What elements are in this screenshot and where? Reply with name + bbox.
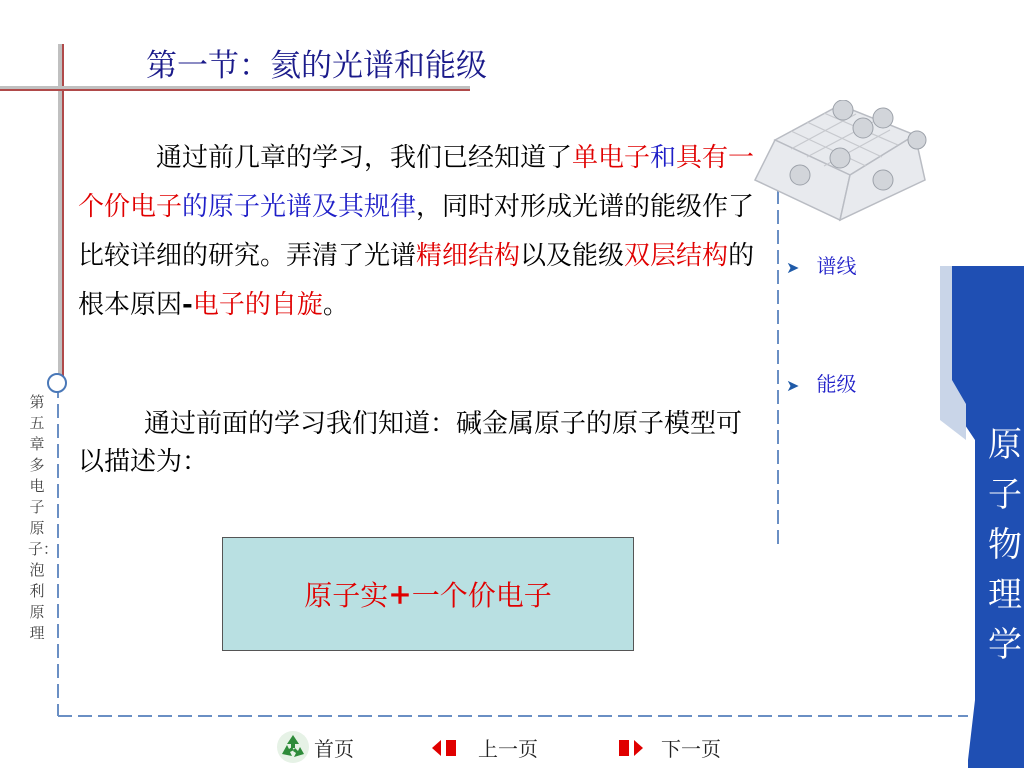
highlight-one-valence-electron: 具有一个价电子 <box>78 143 755 222</box>
text-segment: 通过前面的学习我们知道：碱金属原子的原子模型可以描述为： <box>78 409 743 477</box>
chevron-right-icon: ➤ <box>786 376 800 395</box>
side-menu-item-energy-levels[interactable] <box>786 368 857 397</box>
highlight-fine-structure: 精细结构 <box>416 241 521 271</box>
prev-page-button[interactable] <box>432 733 538 762</box>
side-menu-label: 谱线 <box>816 254 857 278</box>
home-button[interactable] <box>276 730 354 764</box>
home-label: 首页 <box>314 736 354 761</box>
text-segment: 以及能级 <box>520 241 625 271</box>
formula-valence-electron: 一个价电子 <box>411 579 552 612</box>
cube-grid-illustration <box>745 100 935 245</box>
chapter-label: 第五章 多电子原子：泡利原理 <box>28 393 59 642</box>
atom-model-box <box>222 537 634 651</box>
highlight-double-layer-structure: 双层结构 <box>624 241 729 271</box>
highlight-atomic-spectra: 的原子光谱及其规律 <box>182 192 417 222</box>
formula-atomic-core: 原子实 <box>304 579 389 612</box>
next-label: 下一页 <box>661 737 721 761</box>
prev-label: 上一页 <box>478 737 538 761</box>
arrow-right-icon <box>617 737 643 759</box>
arrow-left-icon <box>432 737 458 759</box>
highlight-single-electron: 单电子 <box>572 143 651 173</box>
course-title: 原子物理学 <box>988 425 1022 665</box>
intro-paragraph <box>78 134 758 330</box>
text-segment: 通过前几章的学习，我们已经知道了 <box>156 143 573 173</box>
model-paragraph <box>78 405 758 481</box>
text-segment: 的根本原因 <box>78 241 755 320</box>
chevron-right-icon: ➤ <box>786 258 800 277</box>
recycle-icon <box>276 730 310 764</box>
formula-plus: + <box>388 577 412 611</box>
side-menu-label: 能级 <box>816 372 857 396</box>
text-segment: 和 <box>650 143 677 173</box>
page-title: 第一节：氦的光谱和能级 <box>146 48 487 84</box>
highlight-electron-spin: 电子的自旋 <box>192 290 323 320</box>
text-segment: ，同时对形成光谱的能级作了比较详细的研究。弄清了光谱 <box>78 192 755 271</box>
next-page-button[interactable] <box>617 733 721 762</box>
text-segment: 。 <box>322 290 349 320</box>
side-menu-item-spectral-lines[interactable] <box>786 250 857 279</box>
text-segment: - <box>182 290 193 320</box>
